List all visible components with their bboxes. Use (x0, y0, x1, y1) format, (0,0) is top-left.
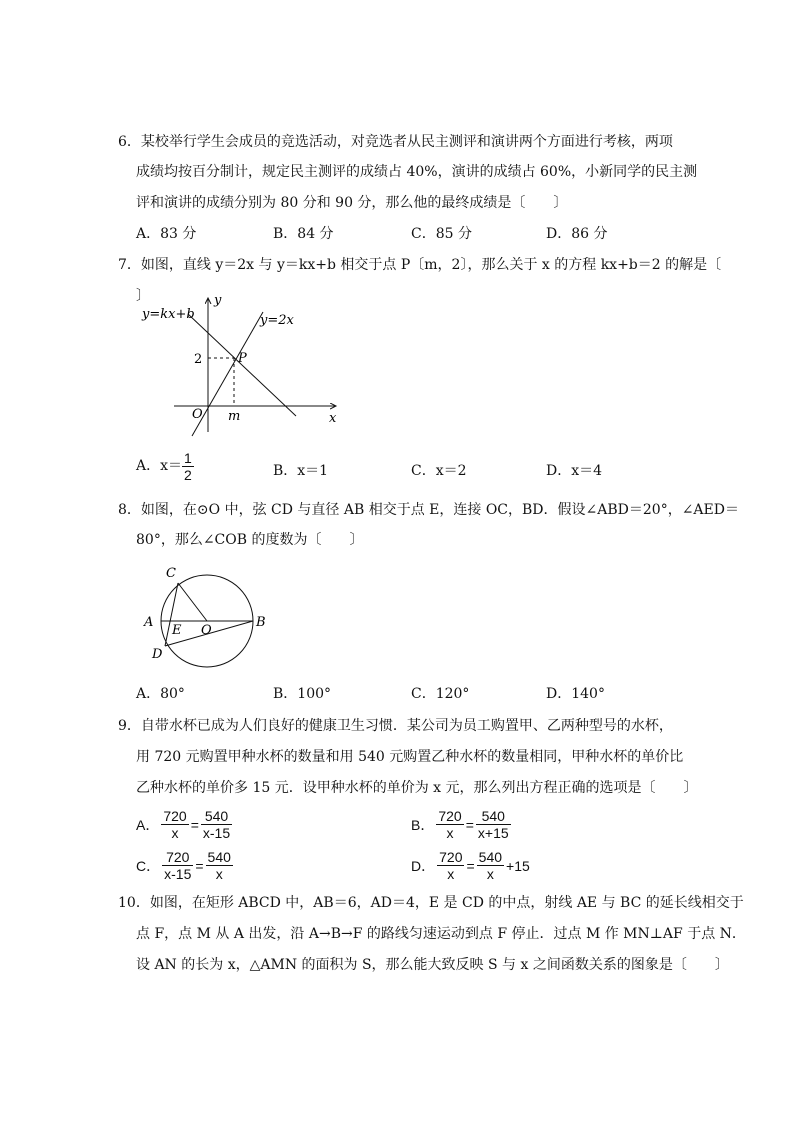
q9-d-tail: +15 (506, 857, 530, 874)
q9-d-right-num: 540 (478, 849, 503, 865)
q9-option-d-right (477, 849, 504, 882)
q9-option-b-left (436, 808, 463, 841)
q7-option-a-num: 1 (184, 449, 192, 466)
q9-c-left-den: x-15 (164, 866, 192, 882)
q9-c-right-den: x (215, 866, 223, 882)
q8-option-d: D．140° (546, 686, 605, 702)
q10-line-3: 设 AN 的长为 x，△AMN 的面积为 S，那么能大致反映 S 与 x 之间函数关系的图象是〔 〕 (136, 957, 729, 973)
q7-label-m: m (228, 409, 241, 424)
q8-label-a: A (144, 615, 154, 630)
q9-c-equals: = (195, 857, 204, 874)
q6-option-b: B．84 分 (273, 226, 334, 242)
q7-option-a-den: 2 (184, 466, 192, 483)
q9-option-a-label: A． (136, 816, 160, 833)
q9-option-c (136, 849, 233, 882)
q7-label-x: x (329, 411, 337, 426)
q7-option-a-prefix: A．x＝ (136, 458, 183, 474)
q9-option-b (411, 808, 511, 841)
q8-option-c: C．120° (411, 686, 470, 702)
q7-line-1: 7．如图，直线 y＝2x 与 y＝kx+b 相交于点 P〔m，2〕，那么关于 x 的方程 kx+b＝2 的解是〔 (118, 257, 722, 273)
q8-label-c: C (166, 566, 176, 581)
q9-option-a (136, 808, 232, 841)
q9-option-a-left (161, 808, 188, 841)
q9-b-right-den: x+15 (477, 825, 509, 841)
q9-b-right-num: 540 (476, 808, 511, 825)
q9-c-right-num: 540 (207, 849, 231, 865)
q9-b-equals: = (465, 816, 474, 833)
q9-d-equals: = (466, 857, 475, 874)
q9-a-left-num: 720 (163, 808, 187, 824)
q6-option-d: D．86 分 (546, 226, 608, 242)
q9-a-right-den: x-15 (202, 825, 231, 841)
q6-option-c: C．85 分 (411, 226, 472, 242)
q7-label-p: P (238, 351, 247, 366)
q9-option-b-label: B． (411, 816, 435, 833)
q7-option-c: C．x＝2 (411, 463, 467, 479)
q9-line-1: 9．自带水杯已成为人们良好的健康卫生习惯．某公司为员工购置甲、乙两种型号的水杯， (118, 718, 673, 734)
q6-option-a: A．83 分 (136, 226, 197, 242)
q7-option-a-fraction (182, 450, 194, 483)
q7-label-y: y (214, 293, 222, 308)
q7-label-o: O (192, 407, 203, 422)
q8-line-1: 8．如图，在⊙O 中，弦 CD 与直径 AB 相交于点 E，连接 OC，BD．假设∠ABD＝20°，∠AED＝ (118, 502, 739, 518)
q8-line-2: 80°，那么∠COB 的度数为〔 〕 (136, 532, 364, 548)
q9-line-2: 用 720 元购置甲种水杯的数量和用 540 元购置乙种水杯的数量相同，甲种水杯的单价比 (136, 749, 684, 765)
q9-a-right-num: 540 (201, 808, 232, 825)
q8-label-e: E (172, 623, 182, 638)
q10-line-1: 10．如图，在矩形 ABCD 中，AB＝6，AD＝4，E 是 CD 的中点，射线 AE 与 BC 的延长线相交于 (118, 895, 744, 911)
q9-d-right-den: x (486, 866, 494, 882)
q9-option-c-label: C． (136, 857, 161, 874)
q7-line-2: 〕 (136, 288, 150, 304)
q9-option-a-right (201, 808, 232, 841)
q9-option-b-right (476, 808, 511, 841)
q9-d-left-num: 720 (439, 849, 463, 865)
q9-option-c-right (206, 849, 233, 882)
q8-segment-oc (178, 583, 207, 621)
q9-d-left-den: x (447, 866, 455, 882)
q9-option-d-label: D． (411, 857, 436, 874)
q7-label-2: 2 (194, 352, 203, 367)
q9-option-d-left (437, 849, 464, 882)
q8-figure (136, 560, 276, 670)
q8-label-o: O (201, 623, 212, 638)
q7-option-a (136, 449, 194, 483)
q6-line-2: 成绩均按百分制计，规定民主测评的成绩占 40%，演讲的成绩占 60%，小新同学的民主测 (136, 164, 698, 180)
q9-b-left-den: x (446, 825, 454, 841)
q9-a-left-den: x (171, 825, 179, 841)
q9-b-left-num: 720 (438, 808, 462, 824)
q6-line-1: 6．某校举行学生会成员的竞选活动，对竞选者从民主测评和演讲两个方面进行考核，两项 (118, 134, 673, 150)
q9-option-d (411, 849, 530, 882)
q8-option-a: A．80° (136, 686, 185, 702)
q9-c-left-num: 720 (162, 849, 193, 866)
q9-option-c-left (162, 849, 193, 882)
q9-a-equals: = (190, 816, 199, 833)
q6-line-3: 评和演讲的成绩分别为 80 分和 90 分，那么他的最终成绩是〔 〕 (136, 195, 568, 211)
q8-option-b: B．100° (273, 686, 332, 702)
q7-figure (136, 290, 356, 440)
q9-line-3: 乙种水杯的单价多 15 元．设甲种水杯的单价为 x 元，那么列出方程正确的选项是〔 〕 (136, 780, 698, 796)
q8-label-b: B (256, 615, 266, 630)
q7-option-d: D．x＝4 (546, 463, 603, 479)
q7-label-kxb: y=kx+b (142, 307, 195, 322)
q10-line-2: 点 F，点 M 从 A 出发，沿 A→B→F 的路线匀速运动到点 F 停止．过点 M 作 MN⊥AF 于点 N． (136, 926, 746, 942)
q7-label-2x: y=2x (260, 313, 294, 328)
q7-option-b: B．x＝1 (273, 463, 329, 479)
q8-label-d: D (152, 647, 163, 662)
